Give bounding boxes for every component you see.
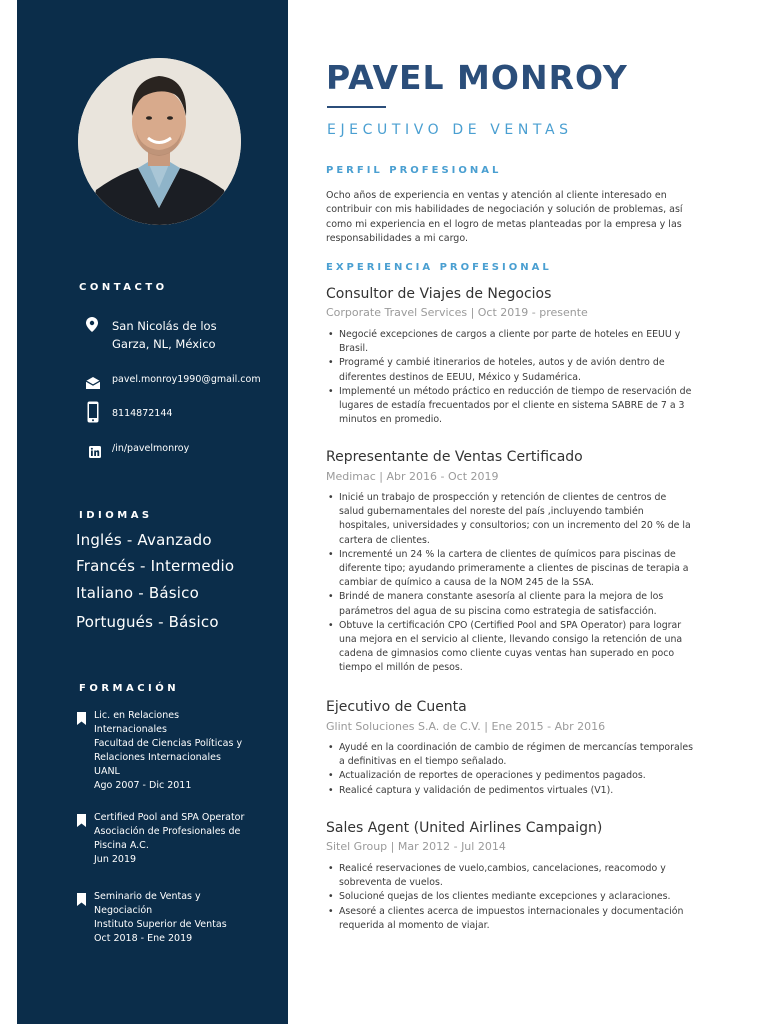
education-line: Instituto Superior de Ventas xyxy=(94,919,227,930)
education-line: Negociación xyxy=(94,905,153,916)
job-bullet: • Asesoré a clientes acerca de impuestos internacionales y documentación requerida al momento de viajar. xyxy=(326,905,694,933)
job-bullets xyxy=(326,328,694,427)
language-item: Portugués - Básico xyxy=(76,613,219,631)
education-line: Relaciones Internacionales xyxy=(94,752,221,763)
mobile-phone-icon xyxy=(87,401,99,427)
language-item: Inglés - Avanzado xyxy=(76,531,212,549)
job-company-dates: Medimac | Abr 2016 - Oct 2019 xyxy=(326,470,499,483)
languages-heading: IDIOMAS xyxy=(79,510,153,521)
bookmark-icon xyxy=(77,891,86,910)
job-bullet: • Programé y cambié itinerarios de hoteles, autos y de avión dentro de diferentes destinos de EEUU, México y Sudamérica. xyxy=(326,356,694,384)
job-bullet: • Negocié excepciones de cargos a cliente por parte de hoteles en EEUU y Brasil. xyxy=(326,328,694,356)
candidate-name: PAVEL MONROY xyxy=(326,58,628,97)
language-item: Italiano - Básico xyxy=(76,584,199,602)
name-underline xyxy=(327,106,386,108)
job-bullet: • Realicé reservaciones de vuelo,cambios, cancelaciones, reacomodo y sobreventa de vuelos. xyxy=(326,862,694,890)
job-title: Representante de Ventas Certificado xyxy=(326,449,583,465)
envelope-icon xyxy=(86,374,100,393)
education-line: Facultad de Ciencias Políticas y xyxy=(94,738,243,749)
job-bullets xyxy=(326,491,694,676)
job-bullet: • Brindé de manera constante asesoría al cliente para la mejora de los parámetros del agua de su piscina como estrategia de satisfacción. xyxy=(326,590,694,618)
profile-text: Ocho años de experiencia en ventas y atención al cliente interesado en contribuir con mis habilidades de negociación y solución de problemas, así como mi experiencia en el logro de metas planteadas por la empresa y las responsabilidades a mi cargo. xyxy=(326,190,683,244)
experience-heading: EXPERIENCIA PROFESIONAL xyxy=(326,262,552,273)
education-line: Asociación de Profesionales de xyxy=(94,826,241,837)
job-bullet: • Solucioné quejas de los clientes mediante excepciones y aclaraciones. xyxy=(326,890,694,904)
education-heading: FORMACIÓN xyxy=(79,683,180,694)
profile-photo xyxy=(78,58,241,225)
job-title: Consultor de Viajes de Negocios xyxy=(326,286,552,302)
job-role: EJECUTIVO DE VENTAS xyxy=(327,122,573,138)
education-line: Internacionales xyxy=(94,724,167,735)
education-line: Lic. en Relaciones xyxy=(94,710,180,721)
email-link[interactable]: pavel.monroy1990@gmail.com xyxy=(112,374,261,385)
job-title: Ejecutivo de Cuenta xyxy=(326,699,467,715)
bookmark-icon xyxy=(77,710,86,729)
education-line: Ago 2007 - Dic 2011 xyxy=(94,780,192,791)
job-company-dates: Glint Soluciones S.A. de C.V. | Ene 2015 - Abr 2016 xyxy=(326,720,606,733)
sidebar xyxy=(17,0,288,1024)
education-line: Piscina A.C. xyxy=(94,840,149,851)
education-line: Certified Pool and SPA Operator xyxy=(94,812,245,823)
phone-number[interactable]: 8114872144 xyxy=(112,408,173,419)
education-line: Jun 2019 xyxy=(94,854,137,865)
education-line: Oct 2018 - Ene 2019 xyxy=(94,933,193,944)
linkedin-link[interactable]: /in/pavelmonroy xyxy=(112,443,190,454)
job-bullet: • Realicé captura y validación de pedimentos virtuales (V1). xyxy=(326,784,694,798)
location-pin-icon xyxy=(86,317,98,336)
job-bullets xyxy=(326,741,694,798)
job-bullet: • Ayudé en la coordinación de cambio de régimen de mercancías temporales a definitivas en el tiempo señalado. xyxy=(326,741,694,769)
profile-heading: PERFIL PROFESIONAL xyxy=(326,165,502,176)
job-bullet: • Implementé un método práctico en reducción de tiempo de reservación de lugares de estadía frecuentados por el cliente en sistema SABRE de 7 a 3 minutos en promedio. xyxy=(326,385,694,428)
job-bullet: • Obtuve la certificación CPO (Certified Pool and SPA Operator) para lograr una mejora en el servicio al cliente, llevando consigo la retención de una cadena de gimnasios como cliente cuyas ventas han superado en poco tiempo el millón de pesos. xyxy=(326,619,694,676)
location-line2: Garza, NL, México xyxy=(112,337,216,351)
contact-heading: CONTACTO xyxy=(79,282,168,293)
job-title: Sales Agent (United Airlines Campaign) xyxy=(326,820,603,836)
language-item: Francés - Intermedio xyxy=(76,557,235,575)
location-line1: San Nicolás de los xyxy=(112,319,217,333)
education-line: UANL xyxy=(94,766,120,777)
job-bullet: • Inicié un trabajo de prospección y retención de clientes de centros de salud gubernamentales del noreste del país ,incluyendo también hospitales, universidades y consultorios; con un incremento del 20 % de la cartera de clientes. xyxy=(326,491,694,548)
bookmark-icon xyxy=(77,812,86,831)
linkedin-icon xyxy=(89,443,101,462)
job-company-dates: Sitel Group | Mar 2012 - Jul 2014 xyxy=(326,840,506,853)
job-bullets xyxy=(326,862,694,933)
job-company-dates: Corporate Travel Services | Oct 2019 - presente xyxy=(326,306,588,319)
job-bullet: • Actualización de reportes de operaciones y pedimentos pagados. xyxy=(326,769,694,783)
education-line: Seminario de Ventas y xyxy=(94,891,201,902)
job-bullet: • Incrementé un 24 % la cartera de clientes de químicos para piscinas de diferente tipo; ayudando primeramente a clientes de piscinas de terapia a cambiar de químico a causa de la NOM 245 de la SSA. xyxy=(326,548,694,591)
